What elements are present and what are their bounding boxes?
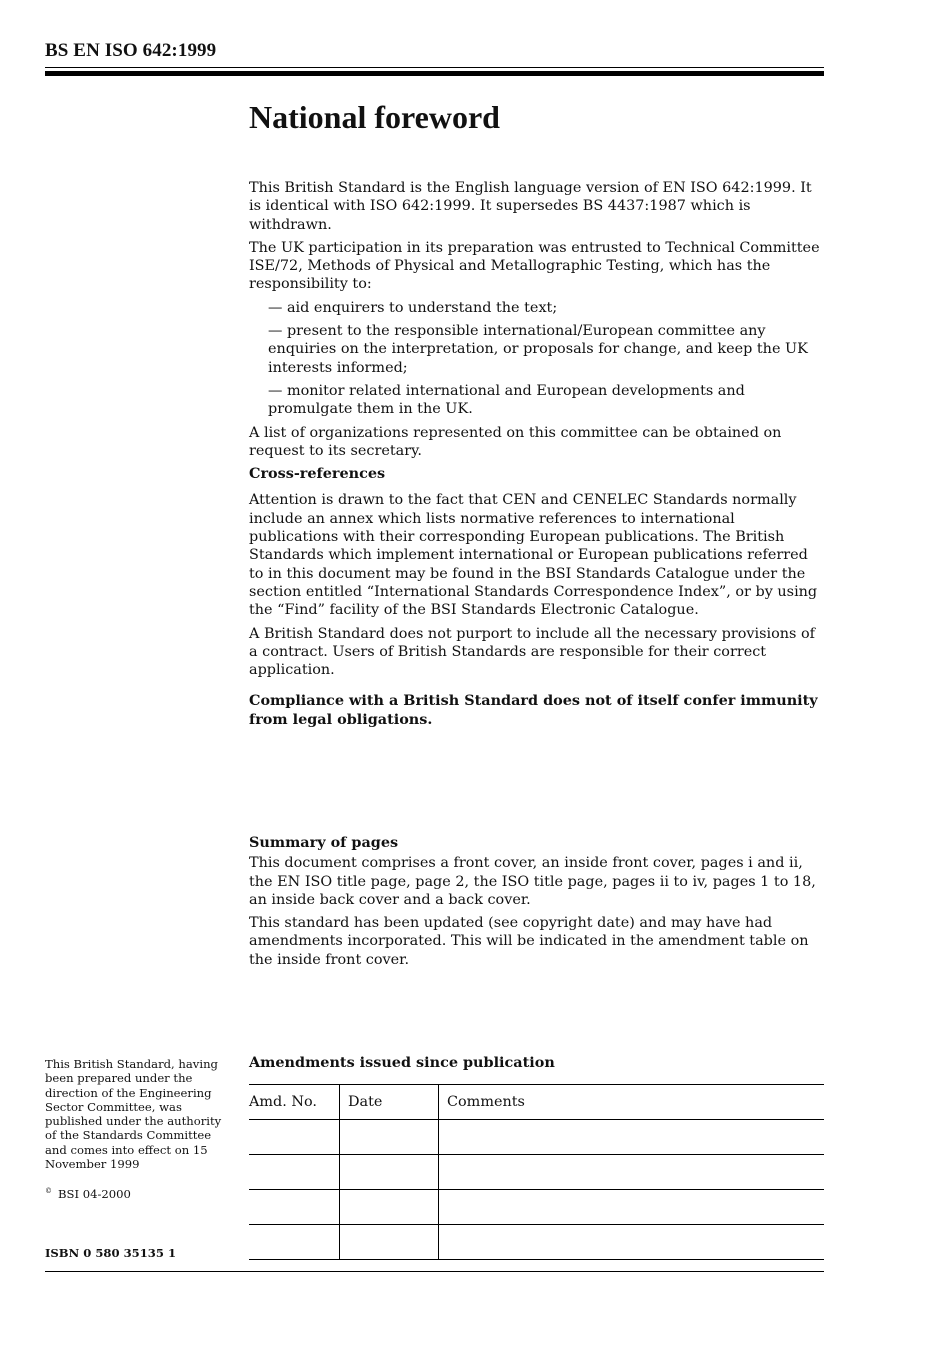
table-row bbox=[249, 1225, 824, 1260]
page-title: National foreword bbox=[249, 99, 500, 135]
responsibility-item: — monitor related international and European developments and promulgate them in the UK. bbox=[268, 382, 745, 418]
table-cell bbox=[249, 1120, 340, 1155]
table-cell bbox=[439, 1225, 825, 1260]
table-cell bbox=[249, 1225, 340, 1260]
foreword-body bbox=[249, 179, 824, 734]
amendments-table bbox=[249, 1084, 824, 1260]
column-header-comments: Comments bbox=[439, 1085, 825, 1120]
foreword-paragraph: A British Standard does not purport to include all the necessary provisions of a contract. Users of British Standards are responsible for their correct application. bbox=[249, 625, 815, 679]
amendments-title: Amendments issued since publication bbox=[249, 1054, 555, 1071]
footer-rule bbox=[45, 1271, 824, 1272]
table-cell bbox=[249, 1155, 340, 1190]
summary-heading: Summary of pages bbox=[249, 834, 399, 851]
table-row bbox=[249, 1120, 824, 1155]
compliance-statement: Compliance with a British Standard does not of itself confer immunity from legal obligations. bbox=[249, 692, 818, 728]
responsibility-item: — present to the responsible international/European committee any enquiries on the interpretation, or proposals for change, and keep the UK interests informed; bbox=[268, 323, 808, 376]
table-cell bbox=[439, 1190, 825, 1225]
copyright-line bbox=[45, 1187, 131, 1201]
foreword-paragraph: A list of organizations represented on this committee can be obtained on request to its secretary. bbox=[249, 424, 782, 459]
column-header-amd-no: Amd. No. bbox=[249, 1085, 340, 1120]
table-cell bbox=[439, 1120, 825, 1155]
copyright-symbol: © bbox=[45, 1187, 52, 1196]
summary-section bbox=[249, 834, 824, 974]
foreword-paragraph: This British Standard is the English language version of EN ISO 642:1999. It is identical with ISO 642:1999. It supersedes BS 4437:1987 which is withdrawn. bbox=[249, 180, 812, 233]
header-rule-thick bbox=[45, 71, 824, 76]
copyright-text: BSI 04-2000 bbox=[58, 1187, 131, 1201]
foreword-paragraph: Attention is drawn to the fact that CEN and CENELEC Standards normally include an annex which lists normative references to international publications with their corresponding European publications. The British Standards which implement international or European publications referred to in this document may be found in the BSI Standards Catalogue under the section entitled “International Standards Correspondence Index”, or by using the “Find” facility of the BSI Standards Electronic Catalogue. bbox=[249, 492, 818, 619]
approval-note: This British Standard, having been prepared under the direction of the Engineering Sector Committee, was published under the authority of the Standards Committee and comes into effect on 15 November 1999 bbox=[45, 1057, 222, 1172]
table-row bbox=[249, 1155, 824, 1190]
table-cell bbox=[340, 1190, 439, 1225]
table-header-row bbox=[249, 1085, 824, 1120]
responsibility-item: — aid enquirers to understand the text; bbox=[268, 299, 558, 316]
header-rule-thin bbox=[45, 67, 824, 68]
table-cell bbox=[340, 1120, 439, 1155]
document-id: BS EN ISO 642:1999 bbox=[45, 40, 217, 61]
foreword-paragraph: The UK participation in its preparation was entrusted to Technical Committee ISE/72, Methods of Physical and Metallographic Testing, which has the responsibility to: bbox=[249, 239, 820, 293]
isbn: ISBN 0 580 35135 1 bbox=[45, 1246, 177, 1260]
summary-paragraph: This document comprises a front cover, an inside front cover, pages i and ii, the EN ISO title page, page 2, the ISO title page, pages ii to iv, pages 1 to 18, an inside back cover and a back cover. bbox=[249, 855, 816, 908]
column-header-date: Date bbox=[340, 1085, 439, 1120]
table-cell bbox=[340, 1155, 439, 1190]
table-cell bbox=[340, 1225, 439, 1260]
table-cell bbox=[439, 1155, 825, 1190]
table-row bbox=[249, 1190, 824, 1225]
table-cell bbox=[249, 1190, 340, 1225]
cross-references-heading: Cross-references bbox=[249, 465, 386, 483]
summary-paragraph: This standard has been updated (see copyright date) and may have had amendments incorporated. This will be indicated in the amendment table on the inside front cover. bbox=[249, 915, 809, 968]
